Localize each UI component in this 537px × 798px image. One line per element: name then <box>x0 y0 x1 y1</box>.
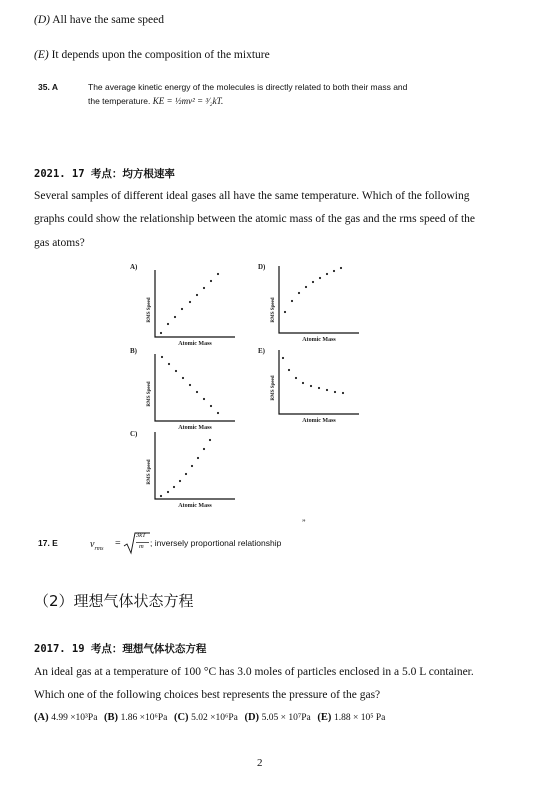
graph-b-ylabel: RMS Speed <box>147 381 152 407</box>
graph-b-xlabel: Atomic Mass <box>178 425 212 431</box>
graph-b-point <box>217 412 219 414</box>
graph-b-point <box>189 384 191 386</box>
graph-c-label: C) <box>130 430 138 438</box>
graph-a-label: A) <box>130 263 138 271</box>
graph-c-point <box>179 480 181 482</box>
graph-c-ylabel: RMS Speed <box>147 459 152 485</box>
graph-c-xlabel: Atomic Mass <box>178 503 212 509</box>
vrms-subscript: rms <box>94 546 104 552</box>
graph-e-point <box>310 385 312 387</box>
ke-formula: KE = ½mv² = ³⁄₂kT. <box>152 96 224 106</box>
answer-35-line2-prefix: the temperature. <box>88 96 151 106</box>
graph-e-points <box>282 357 344 394</box>
graph-b-point <box>210 405 212 407</box>
graph-a-point <box>189 301 191 303</box>
graph-b-point <box>168 363 170 365</box>
graph-e-point <box>282 357 284 359</box>
graph-a-point <box>174 316 176 318</box>
graph-a-axes <box>155 270 235 337</box>
q17-line3: gas atoms? <box>34 237 85 249</box>
graph-a-point <box>217 273 219 275</box>
graph-c-axes <box>155 432 235 499</box>
graph-a <box>128 260 243 348</box>
graph-e-axes <box>279 350 359 414</box>
graph-c-point <box>191 465 193 467</box>
graph-d-label: D) <box>258 263 266 271</box>
q19-options <box>34 712 385 723</box>
answer-17-number: 17. E <box>38 538 58 548</box>
option-e <box>34 49 270 61</box>
graph-e-label: E) <box>258 347 265 355</box>
q19-option-c-label: (C) <box>173 712 189 723</box>
vrms-v: v <box>90 539 95 550</box>
graph-a-point <box>167 323 169 325</box>
graph-d-point <box>340 267 342 269</box>
answer-35-line1: The average kinetic energy of the molecules is directly related to both their mass and <box>88 82 408 92</box>
graph-c <box>128 424 243 512</box>
graph-c-point <box>160 495 162 497</box>
stray-mark: ” <box>302 518 306 527</box>
option-e-label: (E) <box>34 49 49 61</box>
graph-d-point <box>305 286 307 288</box>
graph-d-point <box>291 300 293 302</box>
graph-d-point <box>319 277 321 279</box>
graph-b-label: B) <box>130 347 137 355</box>
q19-option-a-value: 4.99 ×10³Pa <box>51 713 98 723</box>
q19-option-d-value: 5.05 × 10⁷Pa <box>261 713 311 723</box>
graph-e-point <box>288 369 290 371</box>
graph-b-point <box>203 398 205 400</box>
answer-17-text: ; inversely proportional relationship <box>150 538 282 548</box>
q19-option-b-label: (B) <box>104 712 119 723</box>
q19-option-b-value: 1.86 ×10⁶Pa <box>120 713 168 723</box>
q19-option-d-label: (D) <box>244 712 260 723</box>
graph-b-axes <box>155 354 235 421</box>
graph-b-point <box>182 377 184 379</box>
graph-d-points <box>284 267 342 313</box>
graph-d-axes <box>279 266 359 333</box>
graph-a-ylabel: RMS Speed <box>147 297 152 323</box>
graph-e-point <box>342 392 344 394</box>
option-e-text: It depends upon the composition of the mixture <box>51 49 270 61</box>
graph-c-point <box>167 491 169 493</box>
graph-c-point <box>197 457 199 459</box>
graph-c-points <box>160 439 211 497</box>
graph-d <box>256 260 371 348</box>
graph-b-point <box>175 370 177 372</box>
q19-option-a-label: (A) <box>34 712 49 723</box>
section-title: （2）理想气体状态方程 <box>34 592 194 610</box>
graph-d-point <box>333 270 335 272</box>
sqrt-denominator: m <box>139 543 144 550</box>
option-d-text: All have the same speed <box>52 14 164 26</box>
q19-line1: An ideal gas at a temperature of 100 °C has 3.0 moles of particles enclosed in a 5.0 L container. <box>34 666 474 678</box>
graph-a-points <box>160 273 219 334</box>
q17-header: 2021. 17 考点：均方根速率 <box>34 168 175 180</box>
q19-option-d <box>244 712 310 723</box>
graph-d-xlabel: Atomic Mass <box>302 337 336 343</box>
graph-e-ylabel: RMS Speed <box>271 375 276 401</box>
option-d-label: (D) <box>34 14 50 26</box>
graph-d-ylabel: RMS Speed <box>271 297 276 323</box>
graph-b-point <box>196 391 198 393</box>
q19-option-b <box>104 712 167 723</box>
graph-d-point <box>284 311 286 313</box>
vrms-equals: = <box>115 538 121 549</box>
q19-option-e-value: 1.88 × 10⁵ Pa <box>333 713 386 723</box>
q19-header: 2017. 19 考点：理想气体状态方程 <box>34 643 207 655</box>
graph-a-point <box>160 332 162 334</box>
graph-b-point <box>161 356 163 358</box>
graph-e-point <box>318 387 320 389</box>
graph-e-point <box>334 391 336 393</box>
graph-c-point <box>203 448 205 450</box>
answer-35-number: 35. A <box>38 82 59 92</box>
q17-line2: graphs could show the relationship between the atomic mass of the gas and the rms speed of the <box>34 213 476 225</box>
graph-c-point <box>185 473 187 475</box>
graph-e <box>256 344 371 432</box>
graph-c-point <box>209 439 211 441</box>
graph-a-point <box>181 308 183 310</box>
vrms-symbol <box>90 539 103 552</box>
graph-e-point <box>295 377 297 379</box>
graph-d-point <box>298 292 300 294</box>
graph-a-point <box>196 294 198 296</box>
graph-d-point <box>326 273 328 275</box>
graph-e-point <box>326 389 328 391</box>
q19-option-c <box>174 712 238 723</box>
q19-line2: Which one of the following choices best represents the pressure of the gas? <box>34 689 381 701</box>
page-number: 2 <box>257 757 263 769</box>
graph-d-point <box>312 281 314 283</box>
q19-option-c-value: 5.02 ×10⁶Pa <box>191 713 238 723</box>
sqrt-numerator: 3kT <box>136 532 146 539</box>
graph-a-point <box>210 280 212 282</box>
q19-option-e <box>317 712 385 723</box>
graph-a-point <box>203 287 205 289</box>
graph-a-xlabel: Atomic Mass <box>178 341 212 347</box>
q17-line1: Several samples of different ideal gases all have the same temperature. Which of the following <box>34 190 470 202</box>
graph-e-xlabel: Atomic Mass <box>302 418 336 424</box>
graph-b-points <box>161 356 219 414</box>
graph-e-point <box>302 382 304 384</box>
q19-option-a <box>34 712 97 723</box>
graph-b <box>128 344 243 432</box>
graph-c-point <box>173 486 175 488</box>
answer-35-line2 <box>88 96 223 106</box>
option-d <box>34 14 164 26</box>
q19-option-e-label: (E) <box>317 712 332 723</box>
